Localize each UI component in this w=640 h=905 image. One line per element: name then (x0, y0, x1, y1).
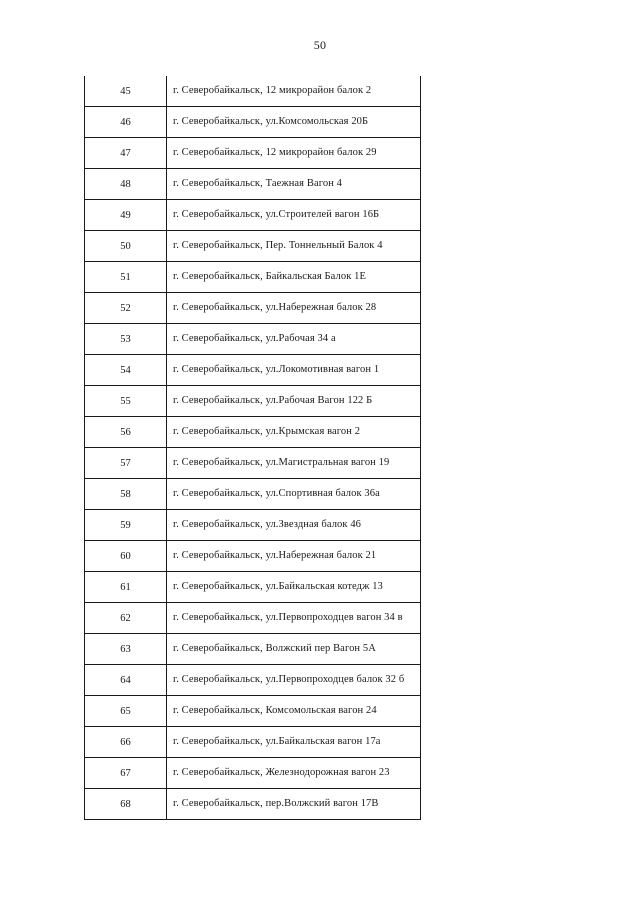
row-address: г. Северобайкальск, Таежная Вагон 4 (173, 178, 342, 189)
row-number: 61 (85, 572, 167, 602)
row-address: г. Северобайкальск, ул.Магистральная вагон 19 (173, 457, 390, 468)
row-number: 54 (85, 355, 167, 385)
row-number: 46 (85, 107, 167, 137)
row-address: г. Северобайкальск, Железнодорожная вагон 23 (173, 767, 390, 778)
table-row (85, 385, 420, 416)
row-address: г. Северобайкальск, ул.Первопроходцев балок 32 б (173, 674, 405, 685)
table-row (85, 664, 420, 695)
row-address: г. Северобайкальск, Пер. Тоннельный Балок 4 (173, 240, 383, 251)
row-number: 55 (85, 386, 167, 416)
table-row (85, 447, 420, 478)
row-address: г. Северобайкальск, ул.Крымская вагон 2 (173, 426, 361, 437)
row-address: г. Северобайкальск, ул.Спортивная балок 36а (173, 488, 380, 499)
table-row (85, 509, 420, 540)
row-number: 53 (85, 324, 167, 354)
row-number: 56 (85, 417, 167, 447)
table-row (85, 292, 420, 323)
row-address: г. Северобайкальск, ул.Строителей вагон 16Б (173, 209, 380, 220)
row-address: г. Северобайкальск, ул.Набережная балок 28 (173, 302, 377, 313)
table-row (85, 633, 420, 664)
row-number: 63 (85, 634, 167, 664)
row-address: г. Северобайкальск, 12 микрорайон балок 29 (173, 147, 377, 158)
row-address: г. Северобайкальск, ул.Рабочая Вагон 122 Б (173, 395, 373, 406)
table-row (85, 571, 420, 602)
table-row (85, 168, 420, 199)
table-row (85, 757, 420, 788)
row-number: 67 (85, 758, 167, 788)
table-row (85, 137, 420, 168)
row-address: г. Северобайкальск, Комсомольская вагон 24 (173, 705, 377, 716)
row-address: г. Северобайкальск, ул.Рабочая 34 а (173, 333, 336, 344)
row-address: г. Северобайкальск, ул.Набережная балок 21 (173, 550, 377, 561)
row-number: 60 (85, 541, 167, 571)
row-number: 62 (85, 603, 167, 633)
table-row (85, 76, 420, 106)
row-address: г. Северобайкальск, ул.Локомотивная вагон 1 (173, 364, 380, 375)
page-number: 50 (313, 38, 327, 52)
row-number: 58 (85, 479, 167, 509)
table-row (85, 106, 420, 137)
row-number: 47 (85, 138, 167, 168)
row-number: 52 (85, 293, 167, 323)
row-number: 66 (85, 727, 167, 757)
table-row (85, 540, 420, 571)
row-address: г. Северобайкальск, Волжский пер Вагон 5А (173, 643, 376, 654)
table-row (85, 199, 420, 230)
row-number: 49 (85, 200, 167, 230)
table-row (85, 478, 420, 509)
table-row (85, 602, 420, 633)
table-row (85, 230, 420, 261)
table-row (85, 416, 420, 447)
row-address: г. Северобайкальск, пер.Волжский вагон 17В (173, 798, 379, 809)
row-number: 57 (85, 448, 167, 478)
row-number: 59 (85, 510, 167, 540)
table-row (85, 261, 420, 292)
row-address: г. Северобайкальск, ул.Первопроходцев вагон 34 в (173, 612, 403, 623)
table-row (85, 788, 420, 819)
row-address: г. Северобайкальск, ул.Звездная балок 46 (173, 519, 362, 530)
table-row (85, 354, 420, 385)
address-table (84, 76, 421, 820)
row-address: г. Северобайкальск, 12 микрорайон балок 2 (173, 85, 372, 96)
row-number: 65 (85, 696, 167, 726)
row-number: 51 (85, 262, 167, 292)
row-number: 45 (85, 76, 167, 106)
table-row (85, 323, 420, 354)
row-address: г. Северобайкальск, ул.Байкальская котедж 13 (173, 581, 383, 592)
table-row (85, 726, 420, 757)
table-row (85, 695, 420, 726)
row-number: 68 (85, 789, 167, 819)
row-number: 64 (85, 665, 167, 695)
row-number: 50 (85, 231, 167, 261)
row-address: г. Северобайкальск, ул.Байкальская вагон 17а (173, 736, 381, 747)
row-address: г. Северобайкальск, ул.Комсомольская 20Б (173, 116, 369, 127)
row-number: 48 (85, 169, 167, 199)
row-address: г. Северобайкальск, Байкальская Балок 1Е (173, 271, 366, 282)
